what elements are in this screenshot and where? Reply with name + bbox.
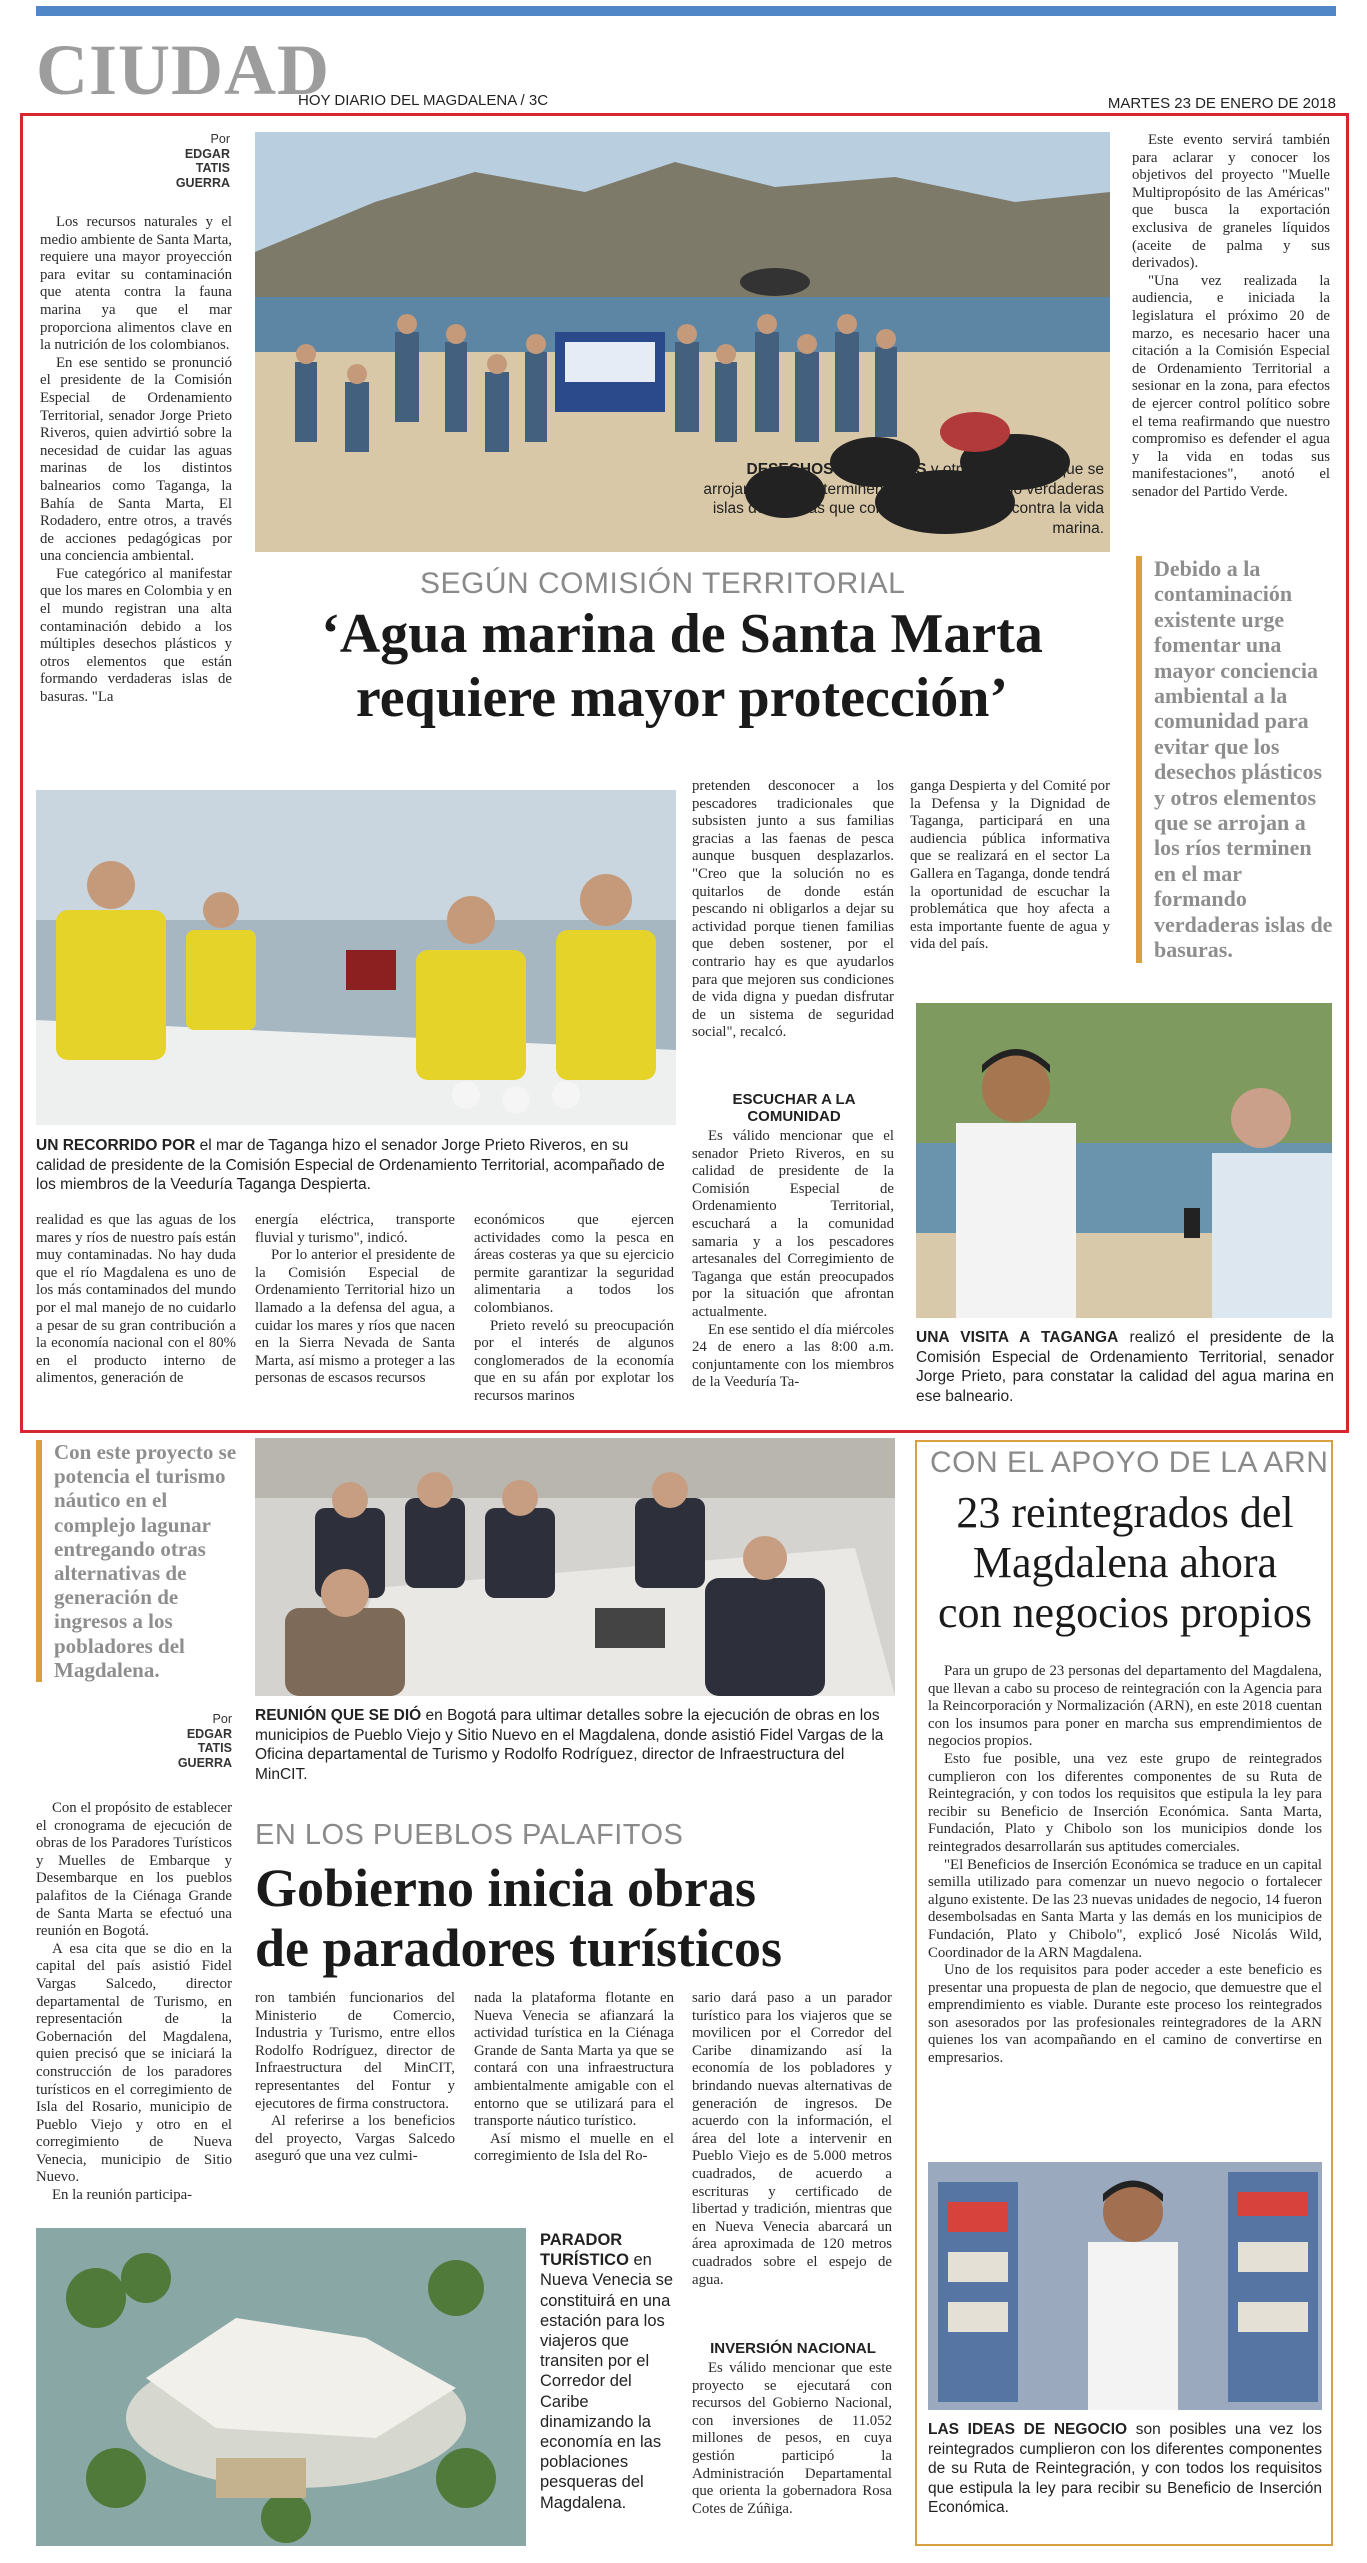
meeting-illustration [255,1438,895,1696]
byline-name-2: TATIS [197,1741,232,1755]
paragraph: A esa cita que se dio en la capital del país asistió Fidel Vargas Salcedo, director departamental de Turismo, en representación de la Gobernación del Magdalena, quien precisó que se iniciará la construcción de los paradores turísticos en el corregimiento de Isla del Rosario, municipio de Pueblo Viejo y otro en el corregimiento de Nueva Venecia, municipio de Sitio Nuevo. [36,1940,232,2186]
caption-text: en Bogotá para ultimar detalles sobre la ejecución de obras en los municipios de Pueblo Viejo y Sitio Nuevo en el Magdalena, donde asistió Fidel Vargas de la Oficina departamental de Turismo y Rodolfo Rodríguez, director de Infraestructura del MinCIT. [255,1707,884,1783]
story1-column-mid-2 [692,1128,894,1392]
paragraph: ganga Despierta y del Comité por la Defensa y la Dignidad de Taganga, participará en una audiencia pública informativa que se realizará en el sector La Gallera en Taganga, donde tendrá la oportunidad de escuchar la problemática que hoy afecta a esta importante fuente de agua y vida del país. [910,778,1110,953]
render-caption [540,2230,680,2513]
caption-text: son posibles una vez los reintegrados cumplieron con los diferentes componentes de su Ruta de Reintegración, y con todos los requisitos que estipula la ley para recibir su Beneficio de Inserción Económica. [928,2421,1323,2516]
photo1-caption [700,460,1104,538]
headline-line-1: Gobierno inicia obras [255,1858,757,1918]
paragraph: realidad es que las aguas de los mares y ríos de nuestro país están muy contaminadas. No hay duda que el río Magdalena es uno de los más contaminados del mundo por el mal manejo de no cuidarlo a pesar de su gran contribución a la economía nacional con el 80% en el producto interno de alimentos, generación de [36,1212,236,1387]
story3-kicker: CON EL APOYO DE LA ARN [930,1446,1329,1479]
story1-column-right [1132,132,1330,501]
story2-column-3 [474,1990,674,2166]
headline-line-2: de paradores turísticos [255,1918,782,1978]
story1-column-bottom-2 [255,1212,455,1388]
story3-headline [925,1488,1325,1638]
story2-byline [150,1712,232,1770]
paragraph: Así mismo el muelle en el corregimiento de Isla del Ro- [474,2130,674,2165]
paragraph: Para un grupo de 23 personas del departamento del Magdalena, que llevan a cabo su proceso de reintegración con la Agencia para la Reincorporación y Normalización (ARN), en este 2018 cuentan con los insumos para poner en marcha sus emprendimientos de negocios propios. [928,1663,1322,1750]
photo-business [928,2162,1322,2410]
caption-lead: PARADOR TURÍSTICO [540,2231,629,2270]
paragraph: Los recursos naturales y el medio ambiente de Santa Marta, requiere una mayor proyección para evitar su contaminación que atenta contra la fauna marina ya que el mar proporciona alimentos clave en la nutrición de los colombianos. [40,214,232,354]
paragraph: nada la plataforma flotante en Nueva Venecia se afianzará la actividad turística en la Ciénaga Grande de Santa Marta ya que se contará con una infraestructura ambientalmente amigable con el entorno que se utilizará para el transporte náutico turístico. [474,1990,674,2130]
story2-kicker: EN LOS PUEBLOS PALAFITOS [255,1819,684,1851]
photo2-caption [36,1136,676,1195]
paragraph: Prieto reveló su preocupación por el interés de algunos conglomerados de la economía que en su afán por explotar los recursos marinos [474,1317,674,1404]
story2-column-4 [692,1990,892,2289]
story1-headline [242,602,1122,730]
paragraph: Uno de los requisitos para poder acceder a este beneficio es presentar una propuesta de plan de negocio, que demuestre que el emprendimiento es viable. Durante este proceso los reintegrados son asesorados por las profesionales reintegradores de la ARN quienes los van acompañando en el camino de convertirse en empresarios. [928,1962,1322,2067]
pull-quote: Debido a la contaminación existente urge fomentar una mayor conciencia ambiental a la comunidad para evitar que los desechos plásticos y otros elementos que se arrojan a los ríos terminen en el mar formando verdaderas islas de basuras. [1136,556,1336,963]
byline-name-3: GUERRA [175,175,230,190]
byline-por: Por [212,1712,232,1726]
caption-lead: LAS IDEAS DE NEGOCIO [928,2421,1128,2438]
caption-text: el mar de Taganga hizo el senador Jorge Prieto Riveros, en su calidad de presidente de la Comisión Especial de Ordenamiento Territorial, acompañado de los miembros de la Veeduría Taganga Despierta. [36,1137,665,1193]
story2-headline [255,1858,895,1978]
section-title: CIUDAD [36,30,330,110]
paragraph: ron también funcionarios del Ministerio de Comercio, Industria y Turismo, entre ellos Rodolfo Rodríguez, director de Infraestructura del MinCIT, representantes del Fontur y ejecutores de firma constructora. [255,1990,455,2112]
publication-name: HOY DIARIO DEL MAGDALENA / 3C [298,92,549,109]
headline-line-3: con negocios propios [938,1588,1312,1637]
story2-pull-quote: Con este proyecto se potencia el turismo náutico en el complejo lagunar entregando otras alternativas de generación de ingresos a los pobladores del Magdalena. [36,1440,246,1682]
paragraph: Este evento servirá también para aclarar y conocer los objetivos del proyecto "Muelle Multipropósito de las Américas" que busca la exportación exclusiva de graneles líquidos (aceite de palma y sus derivados). [1132,132,1330,272]
paragraph: "El Beneficios de Inserción Económica se traduce en un capital semilla utilizado para comenzar un nuevo negocio o fortalecer alguno existente. De las 23 nuevas unidades de negocio, 14 fueron desembolsadas en Santa Marta y las demás en los municipios de Fundación, Plato y Chibolo", explicó José Nicolás Wild, Coordinador de la ARN Magdalena. [928,1856,1322,1961]
parador-render-illustration [36,2228,526,2546]
byline [150,132,230,190]
paragraph: Con el propósito de establecer el cronograma de ejecución de obras de los Paradores Turísticos y Muelles de Embarque y Desembarque en los pueblos palafitos de la Ciénaga Grande de Santa Marta se efectuó una reunión en Bogotá. [36,1800,232,1940]
paragraph: Es válido mencionar que este proyecto se ejecutará con recursos del Gobierno Nacional, con inversiones de 11.052 millones de pesos, en cuya gestión participó la Administración Departamental que orienta la gobernadora Rosa Cotes de Zúñiga. [692,2360,892,2517]
headline-line-1: 23 reintegrados del [956,1488,1294,1537]
caption-text: y otros elementos que se arrojan a los ríos terminen en el mar formando verdaderas islas de basuras que contaminan y atentan contra la vida marina. [703,461,1104,537]
photo-boat-tour [36,790,676,1125]
byline-name-1: EDGAR [186,1726,232,1741]
subhead-escuchar: ESCUCHAR A LA COMUNIDAD [732,1091,856,1125]
paragraph: Fue categórico al manifestar que los mares en Colombia y en el mundo registran una alta contaminación debido a los múltiples desechos plásticos y otros elementos que están formando verdaderas islas de basuras. "La [40,565,232,706]
byline-name-2: TATIS [195,161,230,175]
story3-body [928,1663,1322,2068]
headline-line-1: ‘Agua marina de Santa Marta [321,603,1043,665]
story2-column-4b [692,2360,892,2518]
paragraph: Por lo anterior el presidente de la Comisión Especial de Ordenamiento Territorial hizo un llamado a la defensa del agua, a cuidar los mares y ríos que nacen en la Sierra Nevada de Santa Marta, así mismo a proteger a las personas de escasos recursos [255,1247,455,1387]
caption-lead: UN RECORRIDO POR [36,1137,196,1154]
top-color-bar [36,6,1336,16]
paragraph: sario dará paso a un parador turístico para los viajeros que se movilicen por el Corredor del Caribe dinamizando así la economía de los pobladores y brindando nuevas alternativas de generación de ingresos. De acuerdo con la información, el área del lote a intervenir en Pueblo Viejo es de 5.000 metros cuadrados, de acuerdo a escrituras y certificado de libertad y tradición, mientras que en Nueva Venecia abarcará un área aproximada de 120 metros cuadrados sobre el espejo de agua. [692,1990,892,2288]
byline-por: Por [210,132,230,146]
paragraph: pretenden desconocer a los pescadores tradicionales que subsisten junto a sus familias gracias a las faenas de pesca aunque busquen desplazarlos. "Creo que la solución no es quitarlos de donde están pescando ni obligarlos a dejar su actividad porque tienen familias que deben sostener, por el contrario hay es que ayudarlos para que mejoren sus condiciones de vida digna y puedan disfrutar de un sistema de seguridad social", recalcó. [692,778,894,1041]
caption-lead: UNA VISITA A TAGANGA [916,1329,1119,1346]
caption-text: realizó el presidente de la Comisión Especial de Ordenamiento Territorial, senador Jorge Prieto, para constatar la calidad del agua marina en ese balneario. [916,1329,1334,1405]
business-caption [928,2420,1322,2518]
caption-lead: DESECHOS PLÁSTICOS [746,461,927,478]
paragraph: energía eléctrica, transporte fluvial y turismo", indicó. [255,1212,455,1246]
story1-column-mid-1 [692,778,894,1042]
story2-column-2 [255,1990,455,2166]
business-illustration [928,2162,1322,2410]
photo-meeting [255,1438,895,1696]
taganga-illustration [916,1003,1332,1318]
story1-kicker: SEGÚN COMISIÓN TERRITORIAL [420,567,906,600]
story1-column-bottom-1 [36,1212,236,1388]
story1-column-bottom-3 [474,1212,674,1406]
story2-column-1 [36,1800,232,2205]
story1-column-mid-3 [910,778,1110,954]
caption-text: en Nueva Venecia se constituirá en una estación para los viajeros que transiten por el Corredor del Caribe dinamizando la economía en las poblaciones pesqueras del Magdalena. [540,2251,674,2512]
headline-line-2: requiere mayor protección’ [355,667,1009,729]
paragraph: En la reunión participa- [52,2187,193,2204]
subhead-inversion: INVERSIÓN NACIONAL [710,2340,876,2357]
byline-name-3: GUERRA [177,1755,232,1770]
paragraph: Al referirse a los beneficios del proyecto, Vargas Salcedo aseguró que una vez culmi- [255,2113,455,2165]
photo-taganga-visit [916,1003,1332,1318]
issue-date: MARTES 23 DE ENERO DE 2018 [1107,95,1336,112]
photo-parador-render [36,2228,526,2546]
boat-tour-illustration [36,790,676,1125]
photo3-caption [916,1328,1334,1406]
headline-line-2: Magdalena ahora [972,1538,1278,1587]
paragraph: "Una vez realizada la audiencia, e iniciada la legislatura el próximo 20 de marzo, es necesario hacer una citación a la Comisión Especial de Ordenamiento Territorial a sesionar en la zona, para efectos de ejercer control político sobre el tema reafirmando que nuestro compromiso es defender el agua y la vida en todas sus manifestaciones", anotó el senador del Partido Verde. [1132,272,1330,500]
paragraph: económicos que ejercen actividades como la pesca en áreas costeras ya que su ejercicio permite garantizar la seguridad alimentaria a todos los colombianos. [474,1212,674,1316]
paragraph: Esto fue posible, una vez este grupo de reintegrados cumplieron con los diferentes componentes de su Ruta de Reintegración, y con todos los requisitos que estipula la ley para recibir su Beneficio de Inserción Económica. Santa Marta, Fundación, Plato y Chibolo son los municipios donde los reintegrados desarrollarán sus aptitudes comerciales. [928,1750,1322,1855]
meeting-caption [255,1706,895,1784]
story1-column-1 [40,214,232,707]
caption-lead: REUNIÓN QUE SE DIÓ [255,1707,422,1724]
paragraph: Es válido mencionar que el senador Prieto Riveros, en su calidad de presidente de la Comisión Especial de Ordenamiento Territorial, escuchará a la comunidad samaria y a los pescadores artesanales del Corregimiento de Taganga que están preocupados por la situación que afrontan actualmente. [692,1128,894,1320]
paragraph: En ese sentido el día miércoles 24 de enero a las 8:00 a.m. conjuntamente con los miembros de la Veeduría Ta- [692,1321,894,1391]
byline-name-1: EDGAR [184,146,230,161]
paragraph: En ese sentido se pronunció el presidente de la Comisión Especial de Ordenamiento Territorial, senador Jorge Prieto Riveros, quien advirtió sobre la necesidad de cuidar las aguas marinas de los distintos balnearios como Taganga, la Bahía de Santa Marta, El Rodadero, entre otros, a través de acciones pedagógicas por una conciencia ambiental. [40,354,232,565]
